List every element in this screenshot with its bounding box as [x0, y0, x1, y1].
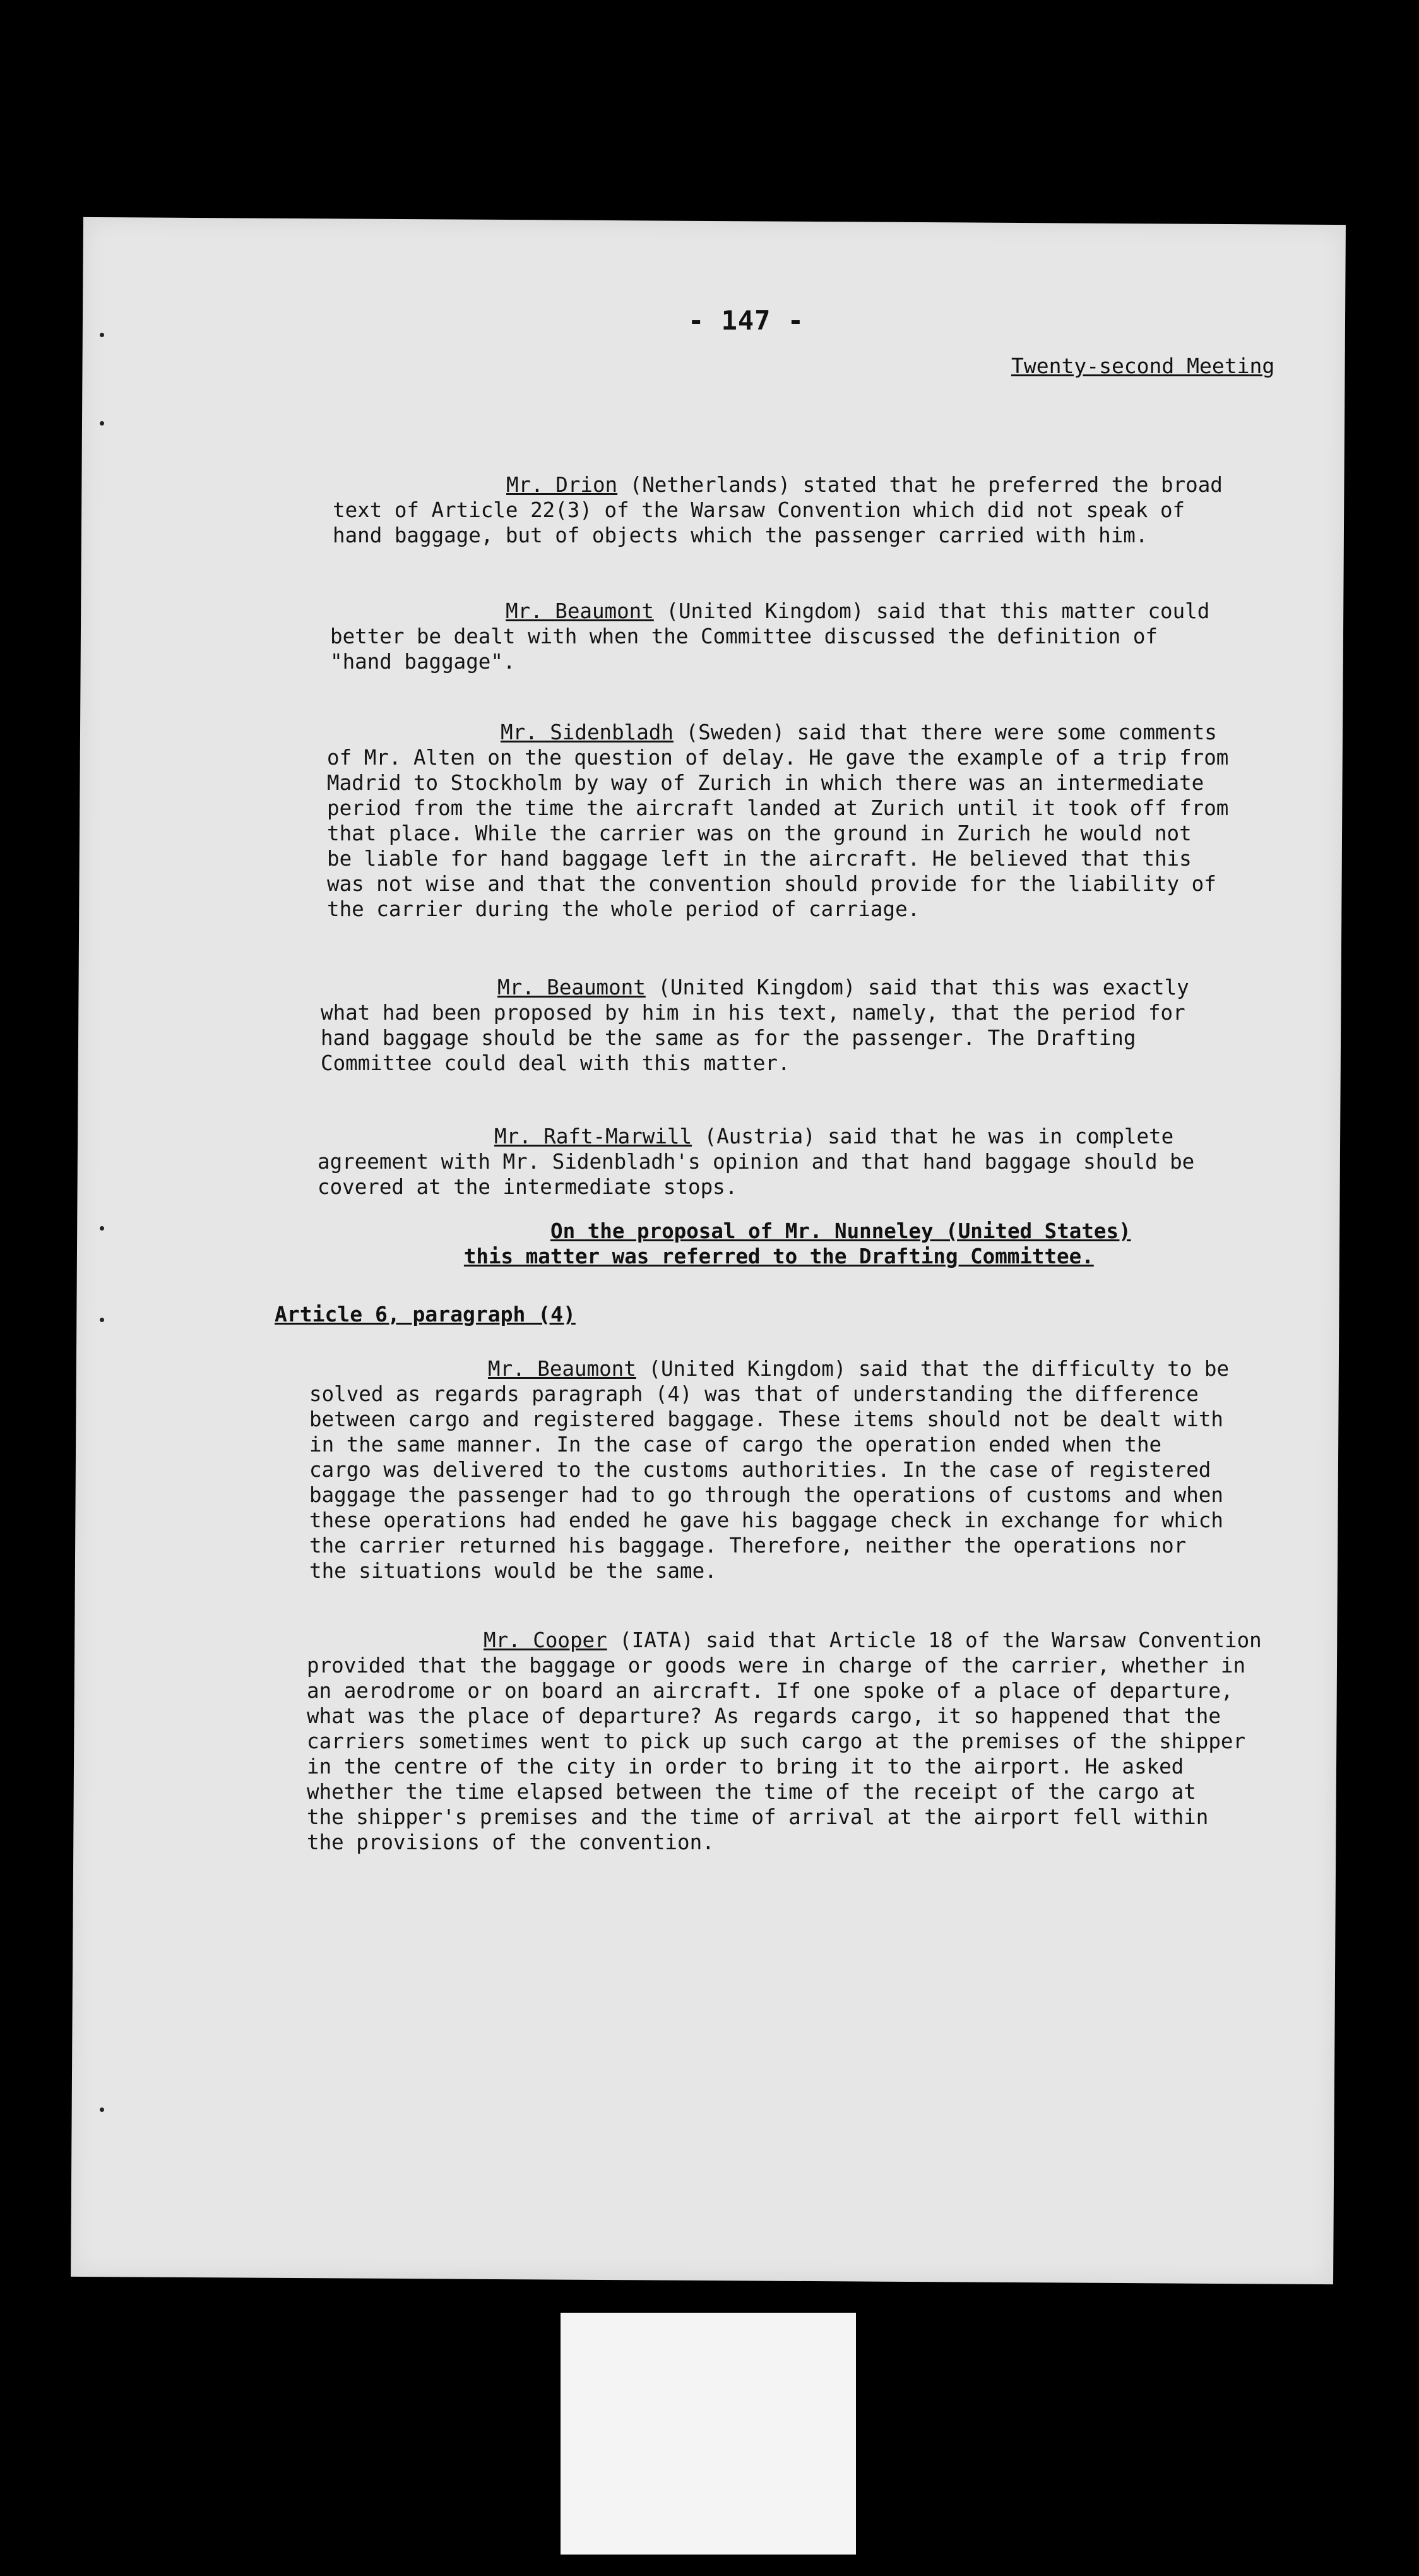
page-number: - 147 -	[688, 305, 805, 336]
paragraph-text: better be dealt with when the Committee discussed the definition of "hand baggage".	[330, 624, 1158, 674]
paragraph-text: (Sweden) said that there were some comments	[673, 720, 1217, 744]
paragraph-drion	[333, 472, 1223, 548]
paragraph-beaumont-3	[309, 1356, 1229, 1583]
speaker-name: Mr. Beaumont	[497, 975, 646, 999]
punch-hole-mark	[100, 421, 104, 426]
paragraph-raft-marwill	[318, 1124, 1194, 1200]
speaker-name: Mr. Beaumont	[488, 1357, 636, 1381]
speaker-name: Mr. Drion	[506, 473, 618, 497]
punch-hole-mark	[100, 1318, 104, 1322]
speaker-name: Mr. Beaumont	[506, 599, 654, 623]
speaker-name: Mr. Raft-Marwill	[494, 1124, 692, 1148]
meeting-title: Twenty-second Meeting	[1011, 354, 1275, 378]
paragraph-sidenbladh	[327, 720, 1228, 922]
paragraph-text: (United Kingdom) said that this was exactly	[645, 975, 1189, 999]
paragraph-text: solved as regards paragraph (4) was that of understanding the difference between cargo and registered baggage. These items should not be dealt with in the same manner. In the case of cargo the operation ended when the cargo was delivered to the customs authorities. In the case of registered baggage the passenger had to go through the operations of customs and when these operations had ended he gave his baggage check in exchange for which the carrier returned his baggage. Therefore, neither the operations nor the situations would be the same.	[309, 1382, 1223, 1583]
paragraph-text: provided that the baggage or goods were in charge of the carrier, whether in an aerodrome or on board an aircraft. If one spoke of a place of departure, what was the place of departure? As regards cargo, it so happened that the carriers sometimes went to pick up such cargo at the premises of the shipper in the centre of the city in order to bring it to the airport. He asked whether the time elapsed between the time of the receipt of the cargo at the shipper's premises and the time of arrival at the airport fell within the provisions of the convention.	[307, 1654, 1246, 1854]
section-heading: Article 6, paragraph (4)	[275, 1302, 576, 1327]
paragraph-text: (Austria) said that he was in complete	[692, 1124, 1174, 1148]
paragraph-text: text of Article 22(3) of the Warsaw Convention which did not speak of hand baggage, but of objects which the passenger carried with him.	[333, 498, 1185, 547]
speaker-name: Mr. Cooper	[484, 1628, 607, 1652]
paragraph-beaumont-2	[321, 975, 1189, 1076]
decision-note	[427, 1219, 1131, 1269]
speaker-name: Mr. Sidenbladh	[501, 720, 674, 744]
punch-hole-mark	[100, 2108, 104, 2112]
paragraph-text: (United Kingdom) said that the difficulty to be	[636, 1357, 1230, 1381]
paragraph-text: (Netherlands) stated that he preferred the broad	[617, 473, 1223, 497]
decision-line: On the proposal of Mr. Nunneley (United States)	[550, 1219, 1131, 1243]
paragraph-text: (United Kingdom) said that this matter could	[653, 599, 1210, 623]
paragraph-text: (IATA) said that Article 18 of the Warsaw Convention	[607, 1628, 1262, 1652]
paragraph-text: agreement with Mr. Sidenbladh's opinion and that hand baggage should be covered at the intermediate stops.	[318, 1150, 1195, 1199]
paragraph-beaumont-1	[330, 599, 1209, 674]
blank-slip	[561, 2313, 856, 2555]
decision-line: this matter was referred to the Drafting Committee.	[463, 1244, 1094, 1268]
paragraph-text: of Mr. Alten on the question of delay. He gave the example of a trip from Madrid to Stockholm by way of Zurich in which there was an intermediate period from the time the aircraft landed at Zurich until it took off from that place. While the carrier was on the ground in Zurich he would not be liable for hand baggage left in the aircraft. He believed that this was not wise and that the convention should provide for the liability of the carrier during the whole period of carriage.	[327, 746, 1229, 921]
paragraph-cooper	[307, 1628, 1262, 1855]
punch-hole-mark	[100, 333, 104, 337]
paragraph-text: what had been proposed by him in his text, namely, that the period for hand baggage should be the same as for the passenger. The Drafting Committee could deal with this matter.	[321, 1001, 1185, 1075]
punch-hole-mark	[100, 1226, 104, 1231]
